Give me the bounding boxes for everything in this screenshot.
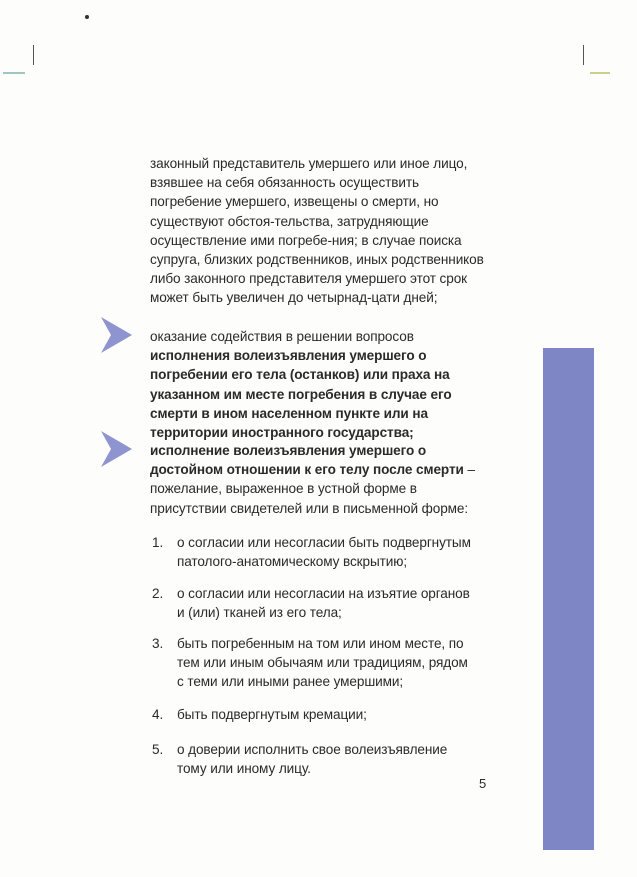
list-number: 2. [152,586,164,601]
print-dot [85,15,89,19]
list-item: быть погребенным на том или ином месте, по тем или иным обычаям или традициям, рядом с теми или иными ранее умершими; [177,636,468,690]
crop-tint-right [590,72,610,74]
list-item: о согласии или несогласии быть подвергнутым патолого-анатомическому вскрытию; [177,535,471,570]
list-item: о доверии исполнить свое волеизъявление тому или иному лицу. [177,742,448,777]
bullet-paragraph-2 [150,441,485,518]
list-number: 4. [152,707,164,722]
bullet2-rest: – пожелание, выраженное в устной форме в присутствии свидетелей или в письменной форме: [150,462,475,516]
crop-mark-top-right [583,45,584,65]
bullet1-lead: оказание содействия в решении вопросов [150,329,414,344]
accent-sidebar [543,348,594,850]
bullet-paragraph-1 [150,327,485,442]
list-item: быть подвергнутым кремации; [177,707,367,722]
bullet1-bold: исполнения волеизъявления умершего о погребении его тела (останков) или праха на указанном им месте погребения в случае его смерти в ином населенном пункте или на территории иностранного государства; [150,348,452,441]
crop-mark-top-left [33,45,34,65]
crop-tint-left [3,72,25,74]
intro-text: законный представитель умершего или иное лицо, взявшее на себя обязанность осуществить погребение умершего, извещены о смерти, но существуют обстоя-тельства, затрудняющие осуществление ими погребе-ния; в случае поиска супруга, близких родственников, иных родственников либо законного представителя умершего этот срок может быть увеличен до четырнад-цати дней; [150,156,484,306]
list-item: о согласии или несогласии на изъятие органов и (или) тканей из его тела; [177,586,470,621]
list-number: 3. [152,636,164,651]
list-number: 5. [152,742,164,757]
bullet2-bold: исполнение волеизъявления умершего о достойном отношении к его телу после смерти [150,443,464,478]
list-number: 1. [152,535,164,550]
intro-paragraph [150,154,485,308]
chevron-right-icon [99,317,132,353]
page-number: 5 [479,776,487,791]
chevron-right-icon [99,431,132,467]
